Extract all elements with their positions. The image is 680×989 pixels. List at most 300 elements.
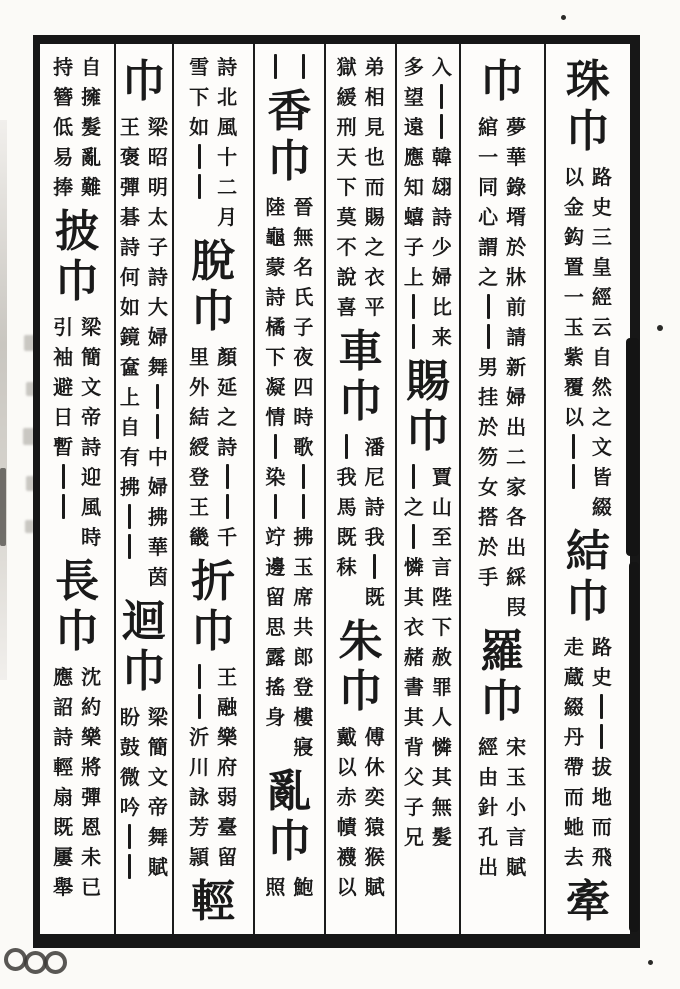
annotation-char: 華 (147, 535, 168, 559)
annotation-char: 詩 (81, 435, 102, 459)
annotation-char: 走 (563, 635, 584, 659)
annotation-char: 婦 (431, 265, 452, 289)
annotation-char: 留 (265, 585, 286, 609)
annotation-char: 至 (431, 525, 452, 549)
annotation-char: 留 (217, 845, 238, 869)
annotation-char: 昭 (147, 145, 168, 169)
annotation-char: 綴 (563, 695, 584, 719)
annotation-pair (117, 702, 170, 882)
text-column-6 (172, 44, 253, 934)
headword (55, 207, 99, 307)
annotation-char: 金 (563, 195, 584, 219)
annotation-char: 之 (403, 495, 424, 519)
annotation-char: 秣 (336, 555, 357, 579)
annotation-char: 詩 (217, 55, 238, 79)
headword (191, 237, 235, 337)
annotation-left-line (476, 732, 501, 882)
repeat-mark (412, 324, 415, 349)
repeat-mark (128, 504, 131, 529)
annotation-right-line (215, 52, 240, 232)
annotation-char: 府 (217, 755, 238, 779)
annotation-char: 中 (147, 445, 168, 469)
annotation-char: 舞 (147, 355, 168, 379)
repeat-mark (412, 294, 415, 319)
repeat-mark (198, 174, 201, 199)
repeat-mark (274, 494, 277, 519)
annotation-char: 尼 (364, 465, 385, 489)
annotation-char: 詩 (431, 205, 452, 229)
annotation-pair (51, 52, 104, 202)
annotation-char: 低 (53, 115, 74, 139)
annotation-char: 樓 (293, 705, 314, 729)
annotation-char: 挂 (478, 385, 499, 409)
annotation-char: 出 (478, 855, 499, 879)
annotation-char: 時 (81, 525, 102, 549)
annotation-right-line (291, 872, 316, 902)
repeat-mark (440, 114, 443, 139)
annotation-pair (263, 52, 316, 82)
annotation-char: 比 (431, 295, 452, 319)
annotation-char: 皇 (591, 255, 612, 279)
headword (267, 87, 311, 187)
annotation-char: 川 (189, 755, 210, 779)
annotation-char: 知 (403, 175, 424, 199)
annotation-char: 詩 (364, 495, 385, 519)
annotation-char: 梁 (81, 315, 102, 339)
annotation-left-line (334, 722, 359, 902)
annotation-char: 喜 (336, 295, 357, 319)
annotation-right-line (145, 702, 170, 882)
headword-char: 巾 (191, 606, 236, 657)
repeat-mark (572, 464, 575, 489)
annotation-char: 說 (336, 265, 357, 289)
speck (648, 960, 653, 965)
repeat-mark (62, 494, 65, 519)
annotation-char: 寢 (293, 735, 314, 759)
annotation-char: 鈎 (563, 225, 584, 249)
annotation-char: 婦 (147, 325, 168, 349)
headword-char: 羅 (480, 626, 525, 677)
annotation-char: 之 (591, 405, 612, 429)
annotation-left-line (561, 162, 586, 522)
annotation-char: 千 (217, 525, 238, 549)
annotation-char: 席 (293, 585, 314, 609)
annotation-char: 少 (431, 235, 452, 259)
annotation-char: 入 (431, 55, 452, 79)
repeat-mark (487, 294, 490, 319)
annotation-char: 莫 (336, 205, 357, 229)
text-column-8 (40, 44, 114, 934)
annotation-char: 陸 (265, 195, 286, 219)
annotation-char: 彈 (81, 785, 102, 809)
repeat-mark (156, 414, 159, 439)
repeat-mark (128, 824, 131, 849)
annotation-char: 地 (591, 785, 612, 809)
annotation-right-line (215, 662, 240, 872)
annotation-pair (263, 872, 316, 902)
headword-char: 牽 (565, 876, 610, 927)
ink-blob-right-border (629, 562, 639, 932)
annotation-char: 暫 (53, 435, 74, 459)
annotation-char: 韓 (431, 145, 452, 169)
annotation-char: 笏 (478, 445, 499, 469)
headword-char: 車 (338, 326, 383, 377)
annotation-char: 新 (506, 355, 527, 379)
annotation-char: 登 (293, 675, 314, 699)
headword-char: 巾 (55, 256, 100, 307)
annotation-char: 玉 (506, 765, 527, 789)
text-column-7 (114, 44, 171, 934)
annotation-char: 之 (217, 405, 238, 429)
annotation-char: 猿 (364, 815, 385, 839)
annotation-char: 橘 (265, 315, 286, 339)
annotation-char: 捧 (53, 175, 74, 199)
annotation-char: 以 (563, 405, 584, 429)
annotation-char: 擁 (81, 85, 102, 109)
annotation-char: 鼓 (119, 735, 140, 759)
annotation-pair (401, 52, 454, 352)
text-column-4 (324, 44, 395, 934)
repeat-mark (373, 554, 376, 579)
annotation-char: 易 (53, 145, 74, 169)
annotation-char: 陛 (431, 585, 452, 609)
annotation-char: 而 (563, 785, 584, 809)
annotation-char: 約 (81, 695, 102, 719)
annotation-char: 日 (53, 405, 74, 429)
headword-char: 巾 (121, 646, 166, 697)
annotation-char: 帶 (563, 755, 584, 779)
annotation-char: 獄 (336, 55, 357, 79)
bottom-left-circle-mark (44, 951, 67, 974)
annotation-char: 赤 (336, 785, 357, 809)
annotation-char: 赦 (431, 645, 452, 669)
annotation-char: 衣 (403, 615, 424, 639)
annotation-char: 已 (81, 875, 102, 899)
headword-char: 迴 (121, 596, 166, 647)
annotation-pair (401, 462, 454, 852)
annotation-left-line (334, 432, 359, 612)
page-edge-shadow (0, 120, 7, 680)
annotation-char: 出 (506, 415, 527, 439)
annotation-char: 謂 (478, 235, 499, 259)
annotation-char: 綰 (478, 115, 499, 139)
annotation-char: 十 (217, 145, 238, 169)
repeat-mark (198, 664, 201, 689)
annotation-right-line (362, 432, 387, 612)
annotation-char: 帝 (81, 405, 102, 429)
headword-char: 巾 (267, 816, 312, 867)
headword (339, 617, 383, 717)
annotation-char: 其 (403, 705, 424, 729)
repeat-mark (226, 464, 229, 489)
annotation-char: 路 (591, 635, 612, 659)
annotation-char: 詩 (217, 435, 238, 459)
annotation-char: 也 (364, 145, 385, 169)
annotation-char: 龜 (265, 225, 286, 249)
annotation-char: 下 (189, 85, 210, 109)
ink-blob-right-border (626, 338, 639, 556)
annotation-right-line (429, 462, 454, 852)
annotation-left-line (117, 702, 142, 882)
annotation-char: 女 (478, 475, 499, 499)
annotation-char: 碁 (119, 205, 140, 229)
annotation-char: 郎 (293, 645, 314, 669)
annotation-char: 玉 (563, 315, 584, 339)
headword (122, 597, 166, 697)
annotation-char: 丹 (563, 725, 584, 749)
annotation-char: 延 (217, 375, 238, 399)
annotation-right-line (362, 52, 387, 322)
annotation-char: 亂 (81, 145, 102, 169)
annotation-char: 子 (403, 795, 424, 819)
annotation-char: 史 (591, 665, 612, 689)
annotation-char: 戴 (336, 725, 357, 749)
annotation-char: 而 (364, 175, 385, 199)
repeat-mark (156, 384, 159, 409)
annotation-char: 拔 (591, 755, 612, 779)
repeat-mark (345, 434, 348, 459)
annotation-char: 樂 (217, 725, 238, 749)
annotation-char: 王 (189, 495, 210, 519)
annotation-char: 於 (478, 535, 499, 559)
annotation-char: 經 (478, 735, 499, 759)
annotation-left-line (401, 52, 426, 352)
annotation-char: 言 (431, 555, 452, 579)
annotation-left-line (401, 462, 426, 852)
annotation-char: 染 (265, 465, 286, 489)
annotation-char: 結 (189, 405, 210, 429)
annotation-char: 袖 (53, 345, 74, 369)
annotation-char: 舉 (53, 875, 74, 899)
annotation-char: 之 (364, 235, 385, 259)
annotation-char: 馬 (336, 495, 357, 519)
repeat-mark (198, 144, 201, 169)
annotation-char: 拂 (119, 475, 140, 499)
annotation-char: 見 (364, 115, 385, 139)
annotation-left-line (117, 112, 142, 592)
annotation-pair (51, 312, 104, 552)
repeat-mark (572, 434, 575, 459)
annotation-char: 針 (478, 795, 499, 819)
annotation-pair (561, 162, 614, 522)
annotation-char: 搭 (478, 505, 499, 529)
annotation-char: 牀 (506, 265, 527, 289)
annotation-char: 之 (478, 265, 499, 289)
repeat-mark (302, 464, 305, 489)
annotation-char: 於 (506, 235, 527, 259)
headword-char: 巾 (338, 376, 383, 427)
annotation-char: 既 (53, 815, 74, 839)
headword-char: 珠 (565, 56, 610, 107)
annotation-char: 帝 (147, 795, 168, 819)
annotation-char: 賈 (431, 465, 452, 489)
annotation-char: 沈 (81, 665, 102, 689)
headword (480, 627, 524, 727)
text-column-1 (544, 44, 630, 934)
annotation-char: 而 (591, 815, 612, 839)
annotation-char: 弱 (217, 785, 238, 809)
annotation-char: 四 (293, 375, 314, 399)
annotation-char: 扇 (53, 785, 74, 809)
annotation-char: 芳 (189, 815, 210, 839)
annotation-char: 孔 (478, 825, 499, 849)
annotation-char: 遠 (403, 115, 424, 139)
annotation-char: 彈 (119, 175, 140, 199)
annotation-char: 虵 (563, 815, 584, 839)
annotation-char: 引 (53, 315, 74, 339)
annotation-char: 奕 (364, 785, 385, 809)
repeat-mark (412, 524, 415, 549)
annotation-char: 如 (119, 295, 140, 319)
annotation-pair (334, 722, 387, 902)
annotation-char: 髮 (431, 825, 452, 849)
text-columns (40, 44, 630, 934)
headword (267, 767, 311, 867)
annotation-left-line (263, 192, 288, 762)
annotation-char: 由 (478, 765, 499, 789)
annotation-char: 盼 (119, 705, 140, 729)
annotation-left-line (187, 342, 212, 552)
annotation-char: 有 (119, 445, 140, 469)
repeat-mark (128, 534, 131, 559)
annotation-char: 以 (336, 755, 357, 779)
annotation-char: 情 (265, 405, 286, 429)
annotation-char: 竚 (265, 525, 286, 549)
annotation-char: 詔 (53, 695, 74, 719)
annotation-char: 然 (591, 375, 612, 399)
annotation-char: 梁 (147, 115, 168, 139)
annotation-char: 言 (506, 825, 527, 849)
annotation-char: 自 (119, 415, 140, 439)
annotation-char: 出 (506, 535, 527, 559)
annotation-char: 子 (147, 235, 168, 259)
annotation-char: 請 (506, 325, 527, 349)
annotation-char: 憐 (403, 555, 424, 579)
annotation-char: 王 (119, 115, 140, 139)
annotation-char: 梁 (147, 705, 168, 729)
annotation-char: 子 (403, 235, 424, 259)
annotation-right-line (79, 312, 104, 552)
annotation-char: 去 (563, 845, 584, 869)
headword (339, 327, 383, 427)
annotation-char: 大 (147, 295, 168, 319)
annotation-left-line (561, 632, 586, 872)
annotation-char: 幘 (336, 815, 357, 839)
annotation-char: 壻 (506, 205, 527, 229)
annotation-char: 吟 (119, 795, 140, 819)
annotation-char: 兄 (403, 825, 424, 849)
headword (406, 357, 450, 457)
annotation-char: 雪 (189, 55, 210, 79)
annotation-char: 我 (336, 465, 357, 489)
annotation-char: 小 (506, 795, 527, 819)
annotation-pair (476, 732, 529, 882)
headword-char: 折 (191, 556, 236, 607)
headword (191, 877, 235, 927)
annotation-char: 弟 (364, 55, 385, 79)
headword-char: 巾 (565, 576, 610, 627)
headword-char: 披 (55, 206, 100, 257)
annotation-char: 頴 (189, 845, 210, 869)
annotation-char: 融 (217, 695, 238, 719)
annotation-char: 人 (431, 705, 452, 729)
annotation-char: 云 (591, 315, 612, 339)
annotation-char: 手 (478, 565, 499, 589)
annotation-right-line (429, 52, 454, 352)
headword-char: 輕 (191, 876, 236, 927)
headword-char: 賜 (405, 356, 450, 407)
annotation-char: 各 (506, 505, 527, 529)
annotation-char: 奩 (119, 355, 140, 379)
annotation-char: 玉 (293, 555, 314, 579)
repeat-mark (62, 464, 65, 489)
annotation-right-line (291, 192, 316, 762)
annotation-char: 思 (265, 615, 286, 639)
annotation-char: 簡 (81, 345, 102, 369)
headword (122, 57, 166, 107)
annotation-char: 綴 (591, 495, 612, 519)
annotation-char: 避 (53, 375, 74, 399)
annotation-char: 傅 (364, 725, 385, 749)
annotation-char: 無 (293, 225, 314, 249)
annotation-char: 綬 (189, 435, 210, 459)
annotation-char: 輕 (53, 755, 74, 779)
repeat-mark (274, 54, 277, 79)
annotation-char: 其 (431, 765, 452, 789)
annotation-char: 賦 (364, 875, 385, 899)
annotation-char: 難 (81, 175, 102, 199)
headword (566, 57, 610, 157)
annotation-char: 褒 (119, 145, 140, 169)
annotation-char: 婦 (506, 385, 527, 409)
headword-char: 香 (267, 86, 312, 137)
annotation-char: 緩 (336, 85, 357, 109)
annotation-char: 沂 (189, 725, 210, 749)
repeat-mark (412, 464, 415, 489)
annotation-char: 將 (81, 755, 102, 779)
headword-char: 巾 (267, 136, 312, 187)
repeat-mark (128, 854, 131, 879)
text-column-3 (395, 44, 458, 934)
repeat-mark (487, 324, 490, 349)
headword-char: 朱 (338, 616, 383, 667)
annotation-char: 蒙 (265, 255, 286, 279)
annotation-char: 刑 (336, 115, 357, 139)
annotation-char: 蟢 (403, 205, 424, 229)
annotation-left-line (51, 662, 76, 902)
annotation-char: 不 (336, 235, 357, 259)
annotation-char: 里 (189, 345, 210, 369)
annotation-left-line (476, 112, 501, 622)
annotation-char: 於 (478, 415, 499, 439)
annotation-char: 王 (217, 665, 238, 689)
repeat-mark (600, 694, 603, 719)
annotation-char: 下 (265, 345, 286, 369)
annotation-char: 夜 (293, 345, 314, 369)
annotation-char: 詠 (189, 785, 210, 809)
annotation-char: 平 (364, 295, 385, 319)
annotation-pair (476, 112, 529, 622)
annotation-char: 襪 (336, 845, 357, 869)
annotation-char: 来 (431, 325, 452, 349)
text-column-2 (459, 44, 544, 934)
annotation-char: 恩 (81, 815, 102, 839)
annotation-char: 外 (189, 375, 210, 399)
text-column-5 (253, 44, 324, 934)
annotation-char: 何 (119, 265, 140, 289)
repeat-mark (302, 54, 305, 79)
annotation-pair (117, 112, 170, 592)
